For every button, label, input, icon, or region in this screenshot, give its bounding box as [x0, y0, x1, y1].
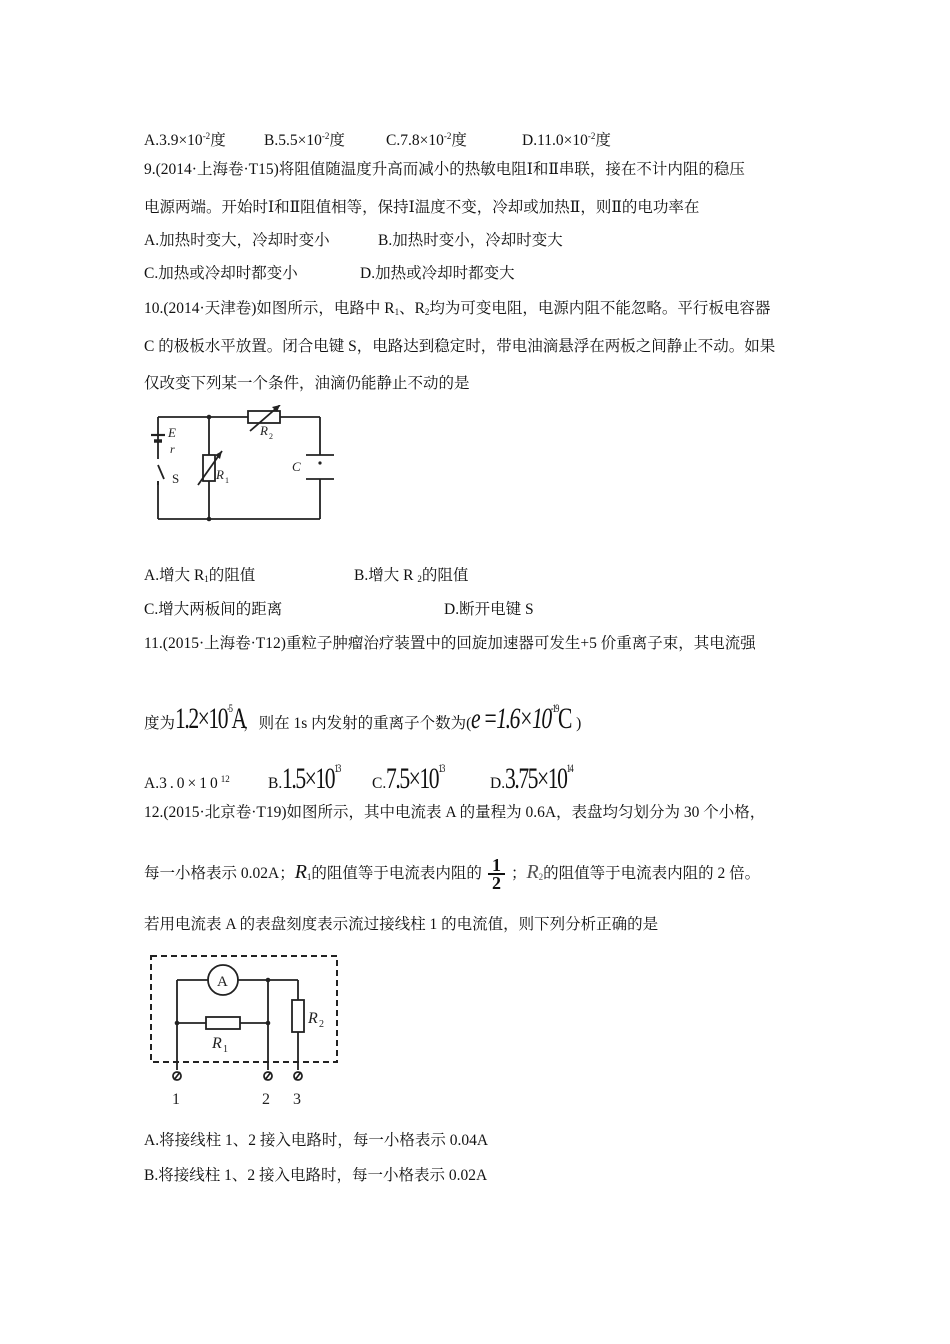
- q12-terminal-3: 3: [293, 1091, 301, 1108]
- q8-option-c[interactable]: $C.7.8\times 10^{-2}$度: [386, 131, 467, 149]
- q12-label-r2: R: [308, 1010, 318, 1027]
- q11-stem-line-2: 度为$1.2\times 10^{-5}A$，则在 1s 内发射的重离子个数为($e =1.6\times 10^{-19}C$ ): [144, 690, 581, 742]
- q10-label-r: r: [170, 442, 175, 456]
- q9-stem-line-1: 9.(2014·上海卷·T15)将阻值随温度升高而减小的热敏电阻Ⅰ和Ⅱ串联，接在不计内阻的稳压: [144, 161, 745, 178]
- q12-stem-line-1: 12.(2015·北京卷·T19)如图所示，其中电流表 A 的量程为 0.6A，表盘均匀划分为 30 个小格，: [144, 804, 766, 821]
- q12-label-r2-sub: 2: [319, 1019, 324, 1030]
- q10-label-e: E: [168, 425, 176, 440]
- q8-option-b[interactable]: $B.5.5\times 10^{-2}$度: [264, 131, 345, 149]
- q12-label-r1-sub: 1: [223, 1044, 228, 1055]
- q10-label-r2-sub: 2: [269, 432, 273, 441]
- q9-option-b[interactable]: B.加热时变小，冷却时变大: [378, 232, 563, 249]
- q10-label-c: C: [292, 459, 301, 474]
- q12-terminal-1: 1: [172, 1091, 180, 1108]
- q11-option-c[interactable]: $C.7.5\times 10^{13}$: [372, 761, 445, 795]
- q11-option-a[interactable]: $A.3.0\times 10^{12}$: [144, 774, 230, 792]
- q10-option-c[interactable]: C.增大两板间的距离: [144, 601, 283, 618]
- q9-stem-line-2: 电源两端。开始时Ⅰ和Ⅱ阻值相等，保持Ⅰ温度不变，冷却或加热Ⅱ，则Ⅱ的电功率在: [144, 199, 700, 216]
- q10-option-b[interactable]: B.增大 R $_2$的阻值: [354, 567, 469, 584]
- q9-options-row-2: [144, 264, 515, 284]
- q10-stem-line-1: 10.(2014·天津卷)如图所示，电路中 $R_1$、$R_2$均为可变电阻，电源内阻不能忽略。平行板电容器: [144, 300, 771, 317]
- q12-label-r1: R: [212, 1035, 222, 1052]
- q11-current-value: $1.2\times 10^{-5}A$: [175, 701, 246, 735]
- q12-r2-symbol: $R_2$: [526, 861, 544, 883]
- q10-option-d[interactable]: D.断开电键 S: [444, 601, 534, 618]
- q10-option-a[interactable]: A.增大 $R_1$的阻值: [144, 567, 256, 584]
- q10-options-row-2: [144, 600, 534, 620]
- q12-ammeter-label: A: [217, 974, 228, 990]
- q11-options: [144, 750, 599, 802]
- q11-charge-value: $e =1.6\times 10^{-19}C$: [471, 701, 572, 735]
- q9-option-d[interactable]: D.加热或冷却时都变大: [360, 265, 515, 282]
- q9-option-a[interactable]: A.加热时变大，冷却时变小: [144, 232, 330, 249]
- q10-label-s: S: [172, 471, 180, 486]
- q10-stem-line-2: C 的极板水平放置。闭合电键 S，电路达到稳定时，带电油滴悬浮在两板之间静止不动。如果: [144, 338, 776, 355]
- q12-circuit-diagram: [148, 950, 348, 1110]
- q11-option-b[interactable]: $B.1.5\times 10^{13}$: [268, 761, 341, 795]
- q12-stem-line-3: 若用电流表 A 的表盘刻度表示流过接线柱 1 的电流值，则下列分析正确的是: [144, 916, 659, 933]
- q10-label-r1-sub: 1: [225, 476, 229, 485]
- q9-option-c[interactable]: C.加热或冷却时都变小: [144, 265, 298, 282]
- q9-options-row-1: [144, 231, 563, 251]
- q12-option-b[interactable]: B.将接线柱 1、2 接入电路时，每一小格表示 0.02A: [144, 1167, 488, 1184]
- q12-stem-line-2: 每一小格表示 0.02A；$R_1$的阻值等于电流表内阻的 $\frac{1}{2}$ ；$R_2$的阻值等于电流表内阻的 2 倍。: [144, 855, 761, 894]
- q10-options-row-1: [144, 566, 468, 589]
- q11-stem-line-1: 11.(2015·上海卷·T12)重粒子肿瘤治疗装置中的回旋加速器可发生+5 价重离子束，其电流强: [144, 635, 756, 652]
- q11-option-d[interactable]: $D.3.75\times 10^{14}$: [490, 761, 573, 795]
- q12-terminal-2: 2: [262, 1091, 270, 1108]
- q12-option-a[interactable]: A.将接线柱 1、2 接入电路时，每一小格表示 0.04A: [144, 1132, 489, 1149]
- q10-circuit-diagram: [148, 405, 348, 530]
- q10-label-r1: R: [216, 467, 224, 482]
- q12-fraction: $\frac{1}{2}$: [488, 857, 505, 891]
- q10-label-r2: R: [260, 423, 268, 438]
- q12-r1-symbol: $R_1$: [294, 861, 312, 883]
- q8-option-d[interactable]: $D.11.0\times 10^{-2}$度: [522, 131, 611, 149]
- q8-options: [144, 126, 611, 151]
- q10-stem-line-3: 仅改变下列某一个条件，油滴仍能静止不动的是: [144, 375, 470, 392]
- q8-option-a[interactable]: $A.3.9\times 10^{-2}$度: [144, 131, 226, 149]
